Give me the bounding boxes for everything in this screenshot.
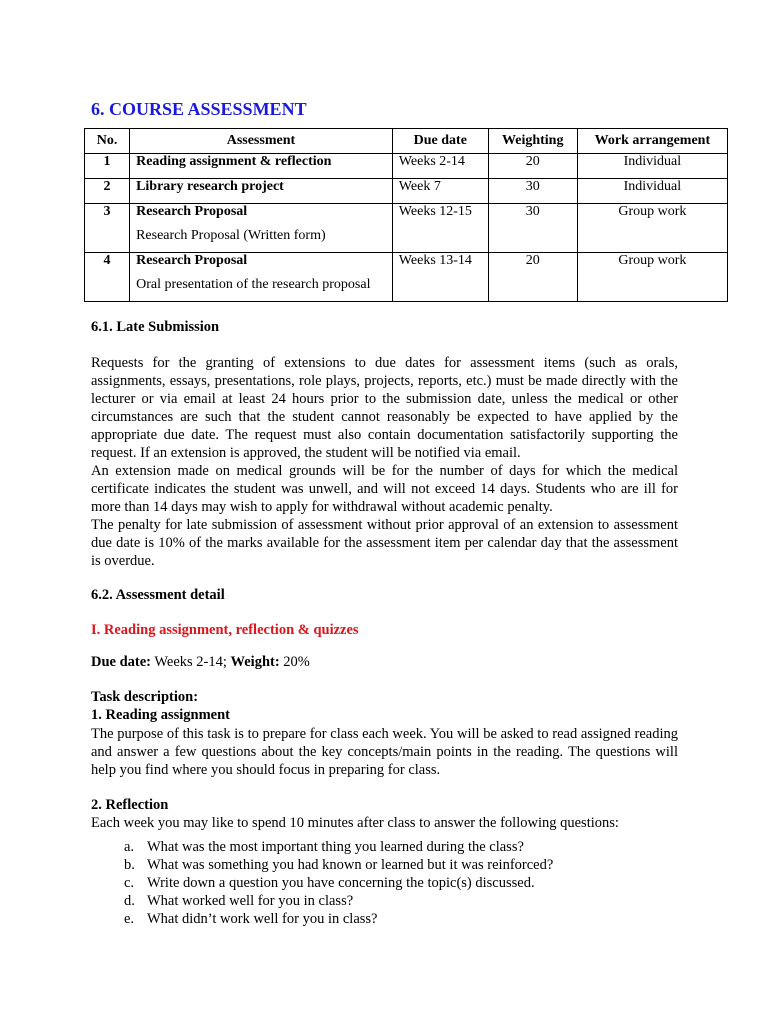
row-due-date: Weeks 12-15 xyxy=(392,204,488,253)
table-row xyxy=(85,154,728,179)
row-no: 3 xyxy=(85,204,130,253)
row-work-arrangement: Group work xyxy=(577,253,727,302)
weight-value: 20% xyxy=(279,654,310,670)
table-row xyxy=(85,253,728,302)
row-assessment xyxy=(130,204,393,253)
row-work-arrangement: Group work xyxy=(577,204,727,253)
section-title: 6. COURSE ASSESSMENT xyxy=(91,99,307,119)
row-due-date: Weeks 2-14 xyxy=(392,154,488,179)
list-marker: e. xyxy=(124,911,135,927)
header-work-arrangement: Work arrangement xyxy=(577,129,727,154)
assessment-detail-heading: 6.2. Assessment detail xyxy=(91,587,225,603)
row-subtitle: Research Proposal (Written form) xyxy=(136,228,326,243)
assessment-table xyxy=(84,128,728,302)
late-paragraph-3: The penalty for late submission of assessment without prior approval of an extension to assessment due date is 10% of the marks available for the assessment item per calendar day that the assessment is overdue. xyxy=(91,517,678,569)
list-marker: a. xyxy=(124,839,135,855)
list-item xyxy=(124,856,553,874)
due-label: Due date: xyxy=(91,654,152,670)
late-paragraph-2: An extension made on medical grounds will be for the number of days for which the medical certificate indicates the student was unwell, and will not exceed 14 days. Students who are ill for more than 14 days may wish to apply for withdrawal without academic penalty. xyxy=(91,463,678,515)
table-row xyxy=(85,204,728,253)
list-item xyxy=(124,874,553,892)
list-marker: c. xyxy=(124,875,135,891)
header-weighting: Weighting xyxy=(488,129,577,154)
row-title: Reading assignment & reflection xyxy=(136,154,332,169)
assessment-item-title: I. Reading assignment, reflection & quizzes xyxy=(91,622,359,638)
row-subtitle: Oral presentation of the research proposal xyxy=(136,277,371,292)
row-title: Research Proposal xyxy=(136,253,248,268)
list-text: What didn’t work well for you in class? xyxy=(147,911,378,927)
table-header-row xyxy=(85,129,728,154)
due-weight-line xyxy=(91,654,310,671)
row-due-date: Weeks 13-14 xyxy=(392,253,488,302)
list-marker: d. xyxy=(124,893,135,909)
list-text: What was something you had known or learned but it was reinforced? xyxy=(147,857,554,873)
row-due-date: Week 7 xyxy=(392,179,488,204)
late-submission-heading: 6.1. Late Submission xyxy=(91,319,220,335)
reflection-intro: Each week you may like to spend 10 minutes after class to answer the following questions: xyxy=(91,815,619,831)
row-weighting: 30 xyxy=(488,204,577,253)
due-value: Weeks 2-14; xyxy=(151,654,231,670)
list-text: What was the most important thing you learned during the class? xyxy=(147,839,524,855)
row-weighting: 20 xyxy=(488,154,577,179)
list-item xyxy=(124,910,553,928)
late-paragraph-1: Requests for the granting of extensions to due dates for assessment items (such as orals, assignments, essays, presentations, role plays, projects, reports, etc.) must be made directly with the lecturer or via email at least 24 hours prior to the submission date, unless the medical or other circumstances are such that the student cannot reasonably be expected to have applied by the appropriate due date. The request must also contain documentation satisfactorily supporting the request. If an extension is approved, the student will be notified via email. xyxy=(91,355,678,461)
row-assessment xyxy=(130,154,393,179)
late-submission-body xyxy=(91,354,678,570)
table-row xyxy=(85,179,728,204)
row-no: 4 xyxy=(85,253,130,302)
list-marker: b. xyxy=(124,857,135,873)
list-text: What worked well for you in class? xyxy=(147,893,354,909)
list-text: Write down a question you have concerning the topic(s) discussed. xyxy=(147,875,535,891)
row-no: 2 xyxy=(85,179,130,204)
reflection-heading: 2. Reflection xyxy=(91,797,169,813)
row-title: Research Proposal xyxy=(136,204,248,219)
header-due-date: Due date xyxy=(392,129,488,154)
task-description-heading: Task description: xyxy=(91,689,199,705)
row-title: Library research project xyxy=(136,179,284,194)
list-item xyxy=(124,892,553,910)
reading-assignment-text: The purpose of this task is to prepare for class each week. You will be asked to read assigned reading and answer a few questions about the key concepts/main points in the reading. The questions will help you find where you should focus in preparing for class. xyxy=(91,726,678,778)
reflection-question-list xyxy=(124,838,553,928)
reading-assignment-heading: 1. Reading assignment xyxy=(91,707,230,723)
row-work-arrangement: Individual xyxy=(577,154,727,179)
header-assessment: Assessment xyxy=(130,129,393,154)
row-work-arrangement: Individual xyxy=(577,179,727,204)
weight-label: Weight: xyxy=(230,654,280,670)
row-weighting: 20 xyxy=(488,253,577,302)
row-assessment xyxy=(130,179,393,204)
row-weighting: 30 xyxy=(488,179,577,204)
list-item xyxy=(124,838,553,856)
row-no: 1 xyxy=(85,154,130,179)
header-no: No. xyxy=(85,129,130,154)
row-assessment xyxy=(130,253,393,302)
